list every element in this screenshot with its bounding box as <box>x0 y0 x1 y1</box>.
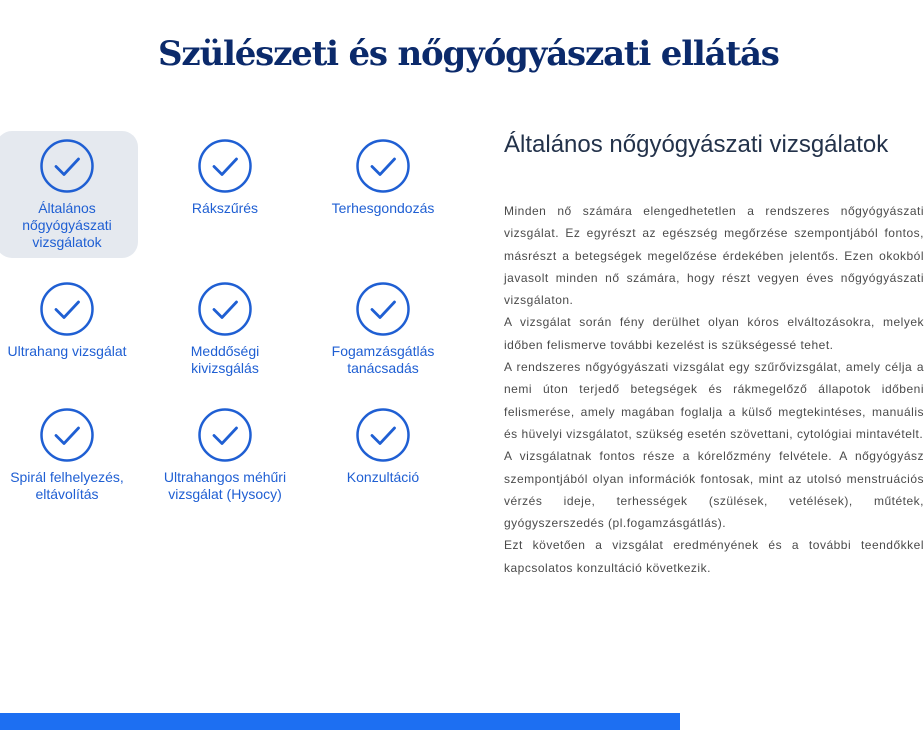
service-item-consultation[interactable] <box>312 408 454 486</box>
check-circle-icon <box>198 408 252 462</box>
footer-bar <box>0 713 680 730</box>
service-label: Meddőségi kivizsgálás <box>190 343 260 376</box>
service-label: Konzultáció <box>346 469 420 485</box>
service-item-cancer-screening[interactable] <box>154 139 296 217</box>
detail-paragraph: A rendszeres nőgyógyászati vizsgálat egy szűrővizsgálat, amely célja a nemi úton terjedő betegségek és rákmegelőző állapotok időbeni felismerése, amely magában foglalja a külső megtekintéses, manuális és hüvelyi vizsgálatot, szükség esetén szövettani, cytológiai mintavételt. <box>504 360 924 441</box>
check-circle-icon <box>198 139 252 193</box>
detail-paragraph: Minden nő számára elengedhetetlen a rendszeres nőgyógyászati vizsgálat. Ez egyrészt az egészség megőrzése szempontjából fontos, másrészt a betegségek megelőzése érdekében jelentős. Ezen okokból javasolt minden nő számára, hogy részt vegyen éves nőgyógyászati vizsgálaton. <box>504 204 924 308</box>
service-label: Terhesgondozás <box>331 200 435 216</box>
check-circle-icon <box>40 282 94 336</box>
service-label: Spirál felhelyezés, eltávolítás <box>10 469 124 502</box>
service-item-iud[interactable] <box>0 408 138 503</box>
check-circle-icon <box>40 408 94 462</box>
check-circle-icon <box>356 408 410 462</box>
detail-title: Általános nőgyógyászati vizsgálatok <box>504 131 889 158</box>
service-item-contraception[interactable] <box>312 282 454 377</box>
check-circle-icon <box>40 139 94 193</box>
detail-text <box>504 200 924 579</box>
detail-paragraph: A vizsgálatnak fontos része a kórelőzmény felvétele. A nőgyógyász szempontjából olyan információk fontosak, mint az utolsó menstruációs vérzés ideje, terhességek (szülések, vetélések), műtétek, gyógyszerszedés (pl.fogamzásgátlás). <box>504 449 924 531</box>
check-circle-icon <box>356 139 410 193</box>
page-title: Szülészeti és nőgyógyászati ellátás <box>158 34 779 74</box>
service-item-ultrasound[interactable] <box>0 282 138 360</box>
service-item-hysocy[interactable] <box>154 408 296 503</box>
service-label: Általános nőgyógyászati vizsgálatok <box>22 200 112 250</box>
service-label: Rákszűrés <box>191 200 259 216</box>
service-item-general-exam[interactable] <box>0 131 138 258</box>
service-item-pregnancy-care[interactable] <box>312 139 454 217</box>
service-item-infertility[interactable] <box>154 282 296 377</box>
detail-paragraph: Ezt követően a vizsgálat eredményének és a további teendőkkel kapcsolatos konzultáció következik. <box>504 538 924 575</box>
detail-paragraph: A vizsgálat során fény derülhet olyan kóros elváltozásokra, melyek időben felismerve további kezelést is szükségessé tehet. <box>504 315 924 352</box>
check-circle-icon <box>198 282 252 336</box>
service-label: Ultrahang vizsgálat <box>7 343 127 359</box>
service-label: Ultrahangos méhűri vizsgálat (Hysocy) <box>163 469 287 502</box>
check-circle-icon <box>356 282 410 336</box>
service-label: Fogamzásgátlás tanácsadás <box>331 343 435 376</box>
